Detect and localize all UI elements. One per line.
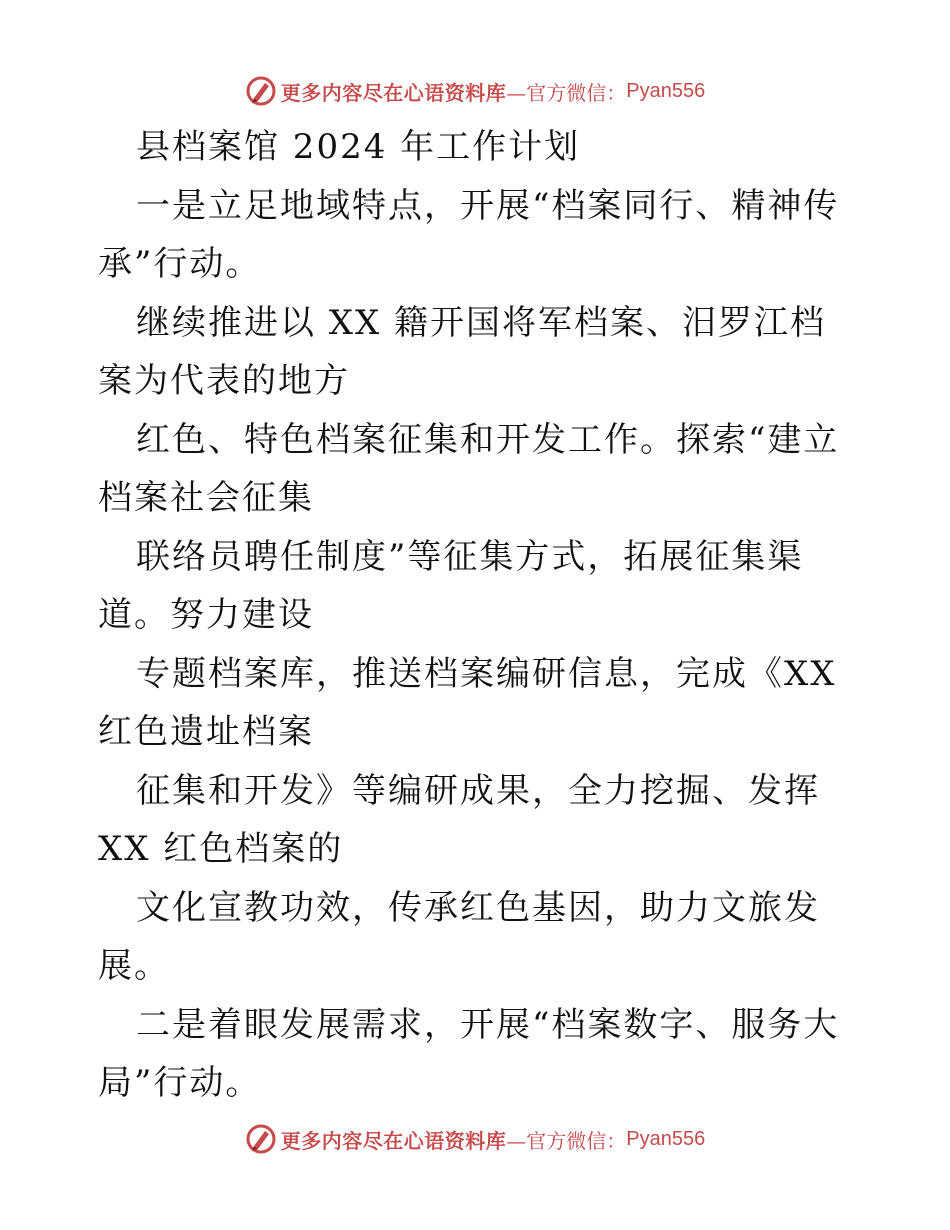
watermark-id: Pyan556 — [626, 1127, 706, 1150]
watermark-contact: —官方微信： — [506, 80, 627, 105]
header-watermark — [0, 74, 950, 108]
paragraph: 继续推进以 XX 籍开国将军档案、汨罗江档案为代表的地方 — [98, 302, 827, 401]
paragraph: 一是立足地域特点，开展“档案同行、精神传承”行动。 — [98, 185, 840, 284]
watermark-contact: —官方微信： — [506, 1128, 627, 1153]
paragraph: 二是着眼发展需求，开展“档案数字、服务大局”行动。 — [98, 1004, 840, 1103]
watermark-text: 更多内容尽在心语资料库 — [280, 80, 507, 105]
footer-watermark — [0, 1122, 950, 1156]
paragraph: 文化宣教功效，传承红色基因，助力文旅发展。 — [98, 887, 820, 986]
paragraph: 征集和开发》等编研成果，全力挖掘、发挥 XX 红色档案的 — [98, 770, 820, 869]
pen-circle-icon — [245, 1123, 277, 1155]
pen-circle-icon — [245, 75, 277, 107]
watermark-id: Pyan556 — [626, 79, 706, 102]
paragraph: 专题档案库，推送档案编研信息，完成《XX 红色遗址档案 — [98, 653, 837, 752]
document-body — [98, 118, 858, 1113]
doc-title: 县档案馆 2024 年工作计划 — [136, 127, 581, 167]
paragraph: 联络员聘任制度”等征集方式，拓展征集渠道。努力建设 — [98, 536, 804, 635]
watermark-text: 更多内容尽在心语资料库 — [280, 1128, 507, 1153]
paragraph: 红色、特色档案征集和开发工作。探索“建立档案社会征集 — [98, 419, 840, 518]
